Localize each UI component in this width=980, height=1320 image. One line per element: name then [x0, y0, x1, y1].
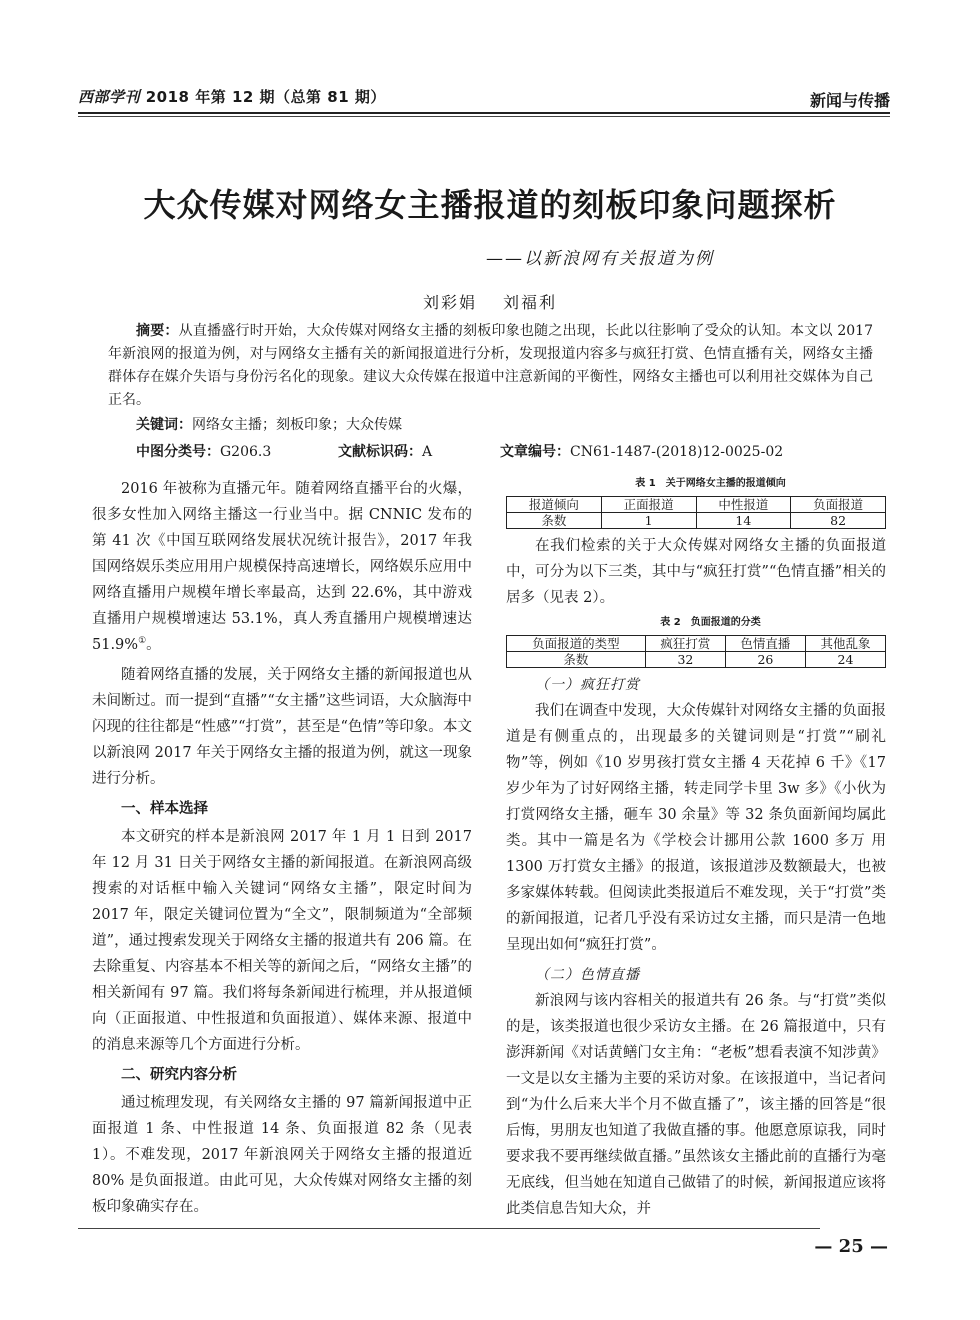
keywords	[136, 414, 402, 434]
abstract-label: 摘要：	[136, 323, 179, 339]
subsection-heading: （一）疯狂打赏	[535, 677, 640, 693]
article-subtitle: ——以新浪网有关报道为例	[486, 249, 714, 269]
table-row	[507, 513, 886, 529]
table-cell: 条数	[507, 652, 646, 668]
body-paragraph: 我们在调查中发现，大众传媒针对网络女主播的负面报道是有侧重点的，出现最多的关键词则是“打赏”“刷礼物”等，例如《10 岁男孩打赏女主播 4 天花掉 6 千》《17 岁少年为了讨好网络主播，转走同学卡里 3w 多》《小伙为打赏网络女主播，砸车 30 余量》等 32 条负面新闻均属此类。其中一篇是名为《学校会计挪用公款 1600 多万 用 1300 万打赏女主播》的报道，该报道涉及数额最大，也被多家媒体转载。但阅读此类报道后不难发现，关于“打赏”类的新闻报道，记者几乎没有采访过女主播，而只是清一色地呈现出如何“疯狂打赏”。	[506, 703, 886, 953]
table-cell: 色情直播	[725, 636, 805, 652]
page-number: — 25 —	[814, 1236, 888, 1257]
table-cell: 24	[805, 652, 885, 668]
abstract-text: 从直播盛行时开始，大众传媒对网络女主播的刻板印象也随之出现，长此以往影响了受众的认知。本文以 2017 年新浪网的报道为例，对与网络女主播有关的新闻报道进行分析，发现报道内容多与疯狂打赏、色情直播有关，网络女主播群体存在媒介失语与身份污名化的现象。建议大众传媒在报道中注意新闻的平衡性，网络女主播也可以利用社交媒体为自己正名。	[108, 323, 873, 408]
article-title: 大众传媒对网络女主播报道的刻板印象问题探析	[143, 186, 837, 224]
left-column	[92, 476, 472, 1224]
article-number: 文章编号：CN61-1487-(2018)12-0025-02	[500, 444, 784, 460]
body-paragraph: 本文研究的样本是新浪网 2017 年 1 月 1 日到 2017 年 12 月 31 日关于网络女主播的新闻报道。在新浪网高级搜索的对话框中输入关键词“网络女主播”，限定时间为 2017 年，限定关键词位置为“全文”，限制频道为“全部频道”，通过搜索发现关于网络女主播的报道共有 206 篇。在去除重复、内容基本不相关等的新闻之后，“网络女主播”的相关新闻有 97 篇。我们将每条新闻进行梳理，并从报道倾向（正面报道、中性报道和负面报道）、媒体来源、报道中的消息来源等几个方面进行分析。	[92, 829, 472, 1053]
table-header-row	[507, 497, 886, 513]
table-cell: 82	[791, 513, 886, 529]
table-cell: 疯狂打赏	[645, 636, 725, 652]
body-paragraph: 随着网络直播的发展，关于网络女主播的新闻报道也从未间断过。而一提到“直播”“女主播”这些词语，大众脑海中闪现的往往都是“性感”“打赏”，甚至是“色情”等印象。本文以新浪网 2017 年关于网络女主播的报道为例，就这一现象进行分析。	[92, 667, 472, 787]
footer-rule	[78, 1228, 820, 1229]
table-cell: 32	[645, 652, 725, 668]
author-name: 刘彩娟	[422, 293, 477, 312]
body-paragraph: 在我们检索的关于大众传媒对网络女主播的负面报道中，可分为以下三类，其中与“疯狂打赏”“色情直播”相关的居多（见表 2）。	[506, 538, 886, 606]
table-cell: 正面报道	[601, 497, 696, 513]
table-cell: 14	[696, 513, 791, 529]
table-cell: 条数	[507, 513, 602, 529]
section-heading: 一、样本选择	[121, 801, 208, 817]
body-paragraph: 新浪网与该内容相关的报道共有 26 条。与“打赏”类似的是，该类报道也很少采访女主播。在 26 篇报道中，只有澎湃新闻《对话黄鳝门女主角：“老板”想看表演不知涉黄》一文是以女主播为主要的采访对象。在该报道中，当记者问到“为什么后来大半个月不做直播了”，该主播的回答是“很后悔，男朋友也知道了我做直播的事。他愿意原谅我，同时要求我不要再继续做直播。”虽然该女主播此前的直播行为毫无底线，但当她在知道自己做错了的时候，新闻报道应该将此类信息告知大众，并	[506, 993, 886, 1217]
clc-number: 中图分类号：G206.3	[136, 444, 272, 460]
table-cell: 负面报道的类型	[507, 636, 646, 652]
table-1	[506, 496, 886, 529]
document-code: 文献标识码：A	[338, 444, 433, 460]
table-cell: 中性报道	[696, 497, 791, 513]
header-rule	[78, 112, 890, 114]
table-caption: 表 2 负面报道的分类	[660, 617, 761, 628]
table-2	[506, 635, 886, 668]
author-name: 刘福利	[503, 293, 558, 312]
header-rule-thin	[78, 116, 890, 117]
journal-name: 西部学刊	[78, 88, 141, 106]
running-header	[78, 86, 386, 107]
right-column	[506, 476, 886, 1226]
keywords-text: 网络女主播；刻板印象；大众传媒	[192, 417, 402, 433]
table-header-row	[507, 636, 886, 652]
table-cell: 负面报道	[791, 497, 886, 513]
table-row	[507, 652, 886, 668]
table-cell: 26	[725, 652, 805, 668]
section-name: 新闻与传播	[809, 91, 890, 110]
table-cell: 报道倾向	[507, 497, 602, 513]
table-caption: 表 1 关于网络女主播的报道倾向	[635, 478, 786, 489]
table-cell: 1	[601, 513, 696, 529]
table-cell: 其他乱象	[805, 636, 885, 652]
section-heading: 二、研究内容分析	[121, 1067, 237, 1083]
authors	[0, 290, 980, 313]
body-paragraph: 2016 年被称为直播元年。随着网络直播平台的火爆，很多女性加入网络主播这一行业当中。据 CNNIC 发布的第 41 次《中国互联网络发展状况统计报告》，2017 年我国网络娱乐类应用用户规模保持高速增长，网络娱乐应用中网络直播用户规模年增长率最高，达到 22.6%，其中游戏直播用户规模增速达 53.1%，真人秀直播用户规模增速达 51.9%①。	[92, 481, 472, 653]
subsection-heading: （二）色情直播	[535, 967, 640, 983]
issue-info: 2018 年第 12 期（总第 81 期）	[145, 88, 386, 106]
abstract	[108, 320, 873, 412]
footnote-marker: ①	[138, 636, 147, 647]
body-paragraph: 通过梳理发现，有关网络女主播的 97 篇新闻报道中正面报道 1 条、中性报道 14 条、负面报道 82 条（见表 1）。不难发现，2017 年新浪网关于网络女主播的报道近 80% 是负面报道。由此可见，大众传媒对网络女主播的刻板印象确实存在。	[92, 1095, 472, 1215]
keywords-label: 关键词：	[136, 417, 192, 433]
